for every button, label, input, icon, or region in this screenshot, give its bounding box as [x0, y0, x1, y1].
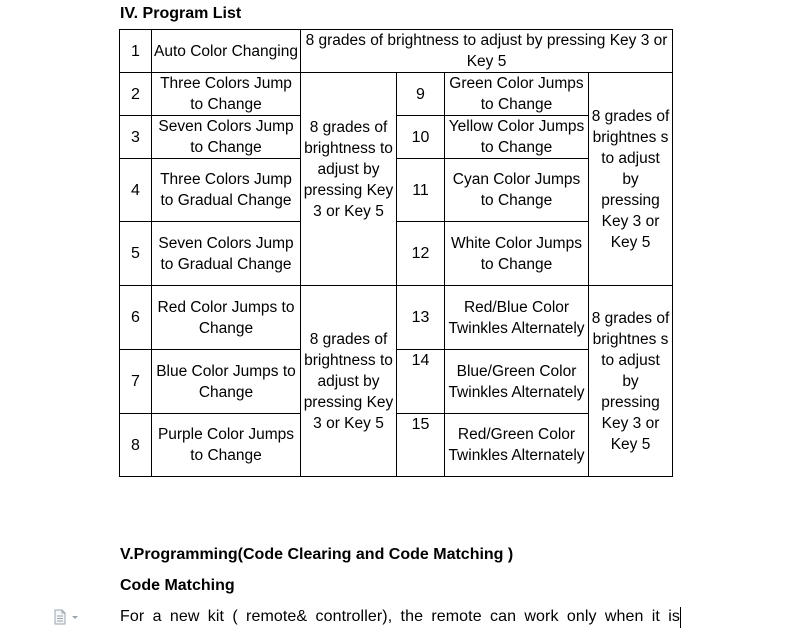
- program-name: Green Color Jumps to Change: [445, 73, 589, 116]
- program-number: 14: [397, 350, 445, 414]
- table-row: [120, 286, 673, 350]
- body-paragraph[interactable]: For a new kit ( remote& controller), the remote can work only when it is: [120, 608, 680, 625]
- program-number: 1: [120, 30, 152, 73]
- program-number: 12: [397, 222, 445, 286]
- program-name: Three Colors Jump to Gradual Change: [152, 159, 301, 222]
- program-number: 13: [397, 286, 445, 350]
- program-number: 10: [397, 116, 445, 159]
- program-name: Three Colors Jump to Change: [152, 73, 301, 116]
- program-number: 15: [397, 414, 445, 477]
- section-title-program-list: IV. Program List: [120, 5, 242, 22]
- program-number: 4: [120, 159, 152, 222]
- program-list-table: [119, 29, 673, 477]
- program-number: 6: [120, 286, 152, 350]
- program-note: 8 grades of brightness to adjust by pressing Key 3 or Key 5: [301, 73, 397, 286]
- program-name: Red Color Jumps to Change: [152, 286, 301, 350]
- program-name: Red/Green Color Twinkles Alternately: [445, 414, 589, 477]
- program-name: Purple Color Jumps to Change: [152, 414, 301, 477]
- program-name: Cyan Color Jumps to Change: [445, 159, 589, 222]
- program-name: Blue Color Jumps to Change: [152, 350, 301, 414]
- table-row: [120, 73, 673, 116]
- program-number: 9: [397, 73, 445, 116]
- program-note: 8 grades of brightnes s to adjust by pressing Key 3 or Key 5: [589, 73, 673, 286]
- program-number: 2: [120, 73, 152, 116]
- program-note: 8 grades of brightness to adjust by pressing Key 3 or Key 5: [301, 286, 397, 477]
- program-note: 8 grades of brightnes s to adjust by pressing Key 3 or Key 5: [589, 286, 673, 477]
- program-name: Red/Blue Color Twinkles Alternately: [445, 286, 589, 350]
- table-row: [120, 30, 673, 73]
- text-cursor: [680, 607, 681, 628]
- program-name: White Color Jumps to Change: [445, 222, 589, 286]
- program-number: 5: [120, 222, 152, 286]
- subsection-title-code-matching: Code Matching: [120, 577, 235, 594]
- program-name: Auto Color Changing: [152, 30, 301, 73]
- program-name: Blue/Green Color Twinkles Alternately: [445, 350, 589, 414]
- program-note: 8 grades of brightness to adjust by pressing Key 3 or Key 5: [301, 30, 673, 73]
- program-name: Seven Colors Jump to Gradual Change: [152, 222, 301, 286]
- program-number: 11: [397, 159, 445, 222]
- program-number: 7: [120, 350, 152, 414]
- program-name: Seven Colors Jump to Change: [152, 116, 301, 159]
- document-icon[interactable]: [54, 609, 84, 625]
- program-number: 3: [120, 116, 152, 159]
- program-name: Yellow Color Jumps to Change: [445, 116, 589, 159]
- section-title-programming: V.Programming(Code Clearing and Code Matching ): [120, 546, 514, 563]
- program-number: 8: [120, 414, 152, 477]
